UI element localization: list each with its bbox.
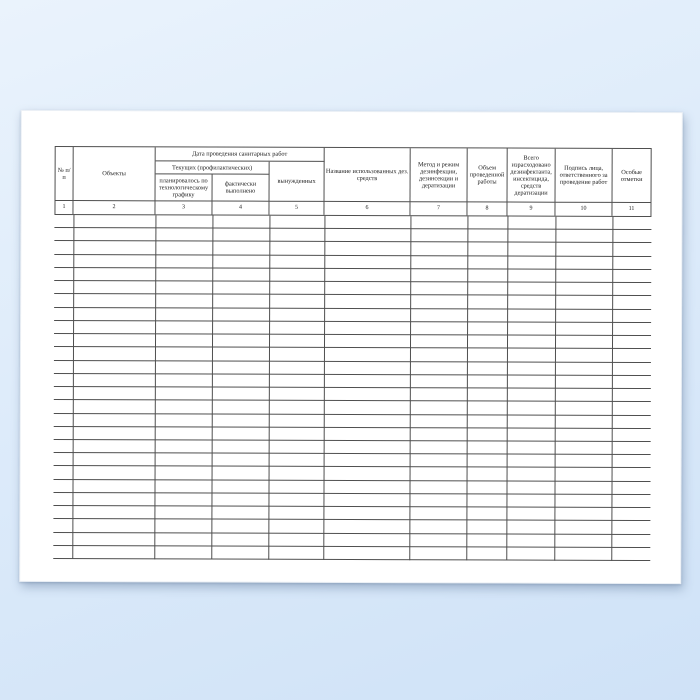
header-col-forced: вынужденных [270,162,325,202]
column-number-3: 3 [155,201,212,214]
header-col-total: Всего израсходовано дезинфектанта, инсектицида, средств дератизации [508,149,556,203]
column-number-10: 10 [555,203,612,216]
header-col-volume: Объем проведенной работы [468,148,508,202]
header-col-objects: Объекты [74,147,156,201]
header-col-no: № п/п [56,147,74,201]
column-number-7: 7 [410,202,467,215]
header-col-method: Метод и режим дезинфекции, дезинсекции и дератизации [411,148,468,202]
table-header [54,146,651,217]
header-col-notes: Особые отметки [613,149,651,203]
header-group-date: Дата проведения санитарных работ [156,147,325,162]
header-group-current: Текущих (профилактических) [156,161,270,174]
header-col-agents: Название использованных дез. средств [325,148,411,202]
column-number-5: 5 [269,202,324,215]
column-number-8: 8 [467,202,507,215]
header-col-signature: Подпись лица, ответственного за проведение работ [556,149,613,203]
column-number-1: 1 [55,201,73,214]
form-page [19,110,683,584]
table-body [53,215,651,561]
column-number-11: 11 [628,205,635,212]
column-number-2: 2 [73,201,155,214]
column-number-6: 6 [324,202,410,215]
table-row [53,546,650,561]
column-number-9: 9 [507,203,555,216]
sanitary-works-journal-table [53,146,651,561]
column-number-4: 4 [212,202,269,215]
header-col-planned: планировалось по технологическому графику [156,174,213,201]
header-col-actual: фактически выполнено [213,175,270,202]
